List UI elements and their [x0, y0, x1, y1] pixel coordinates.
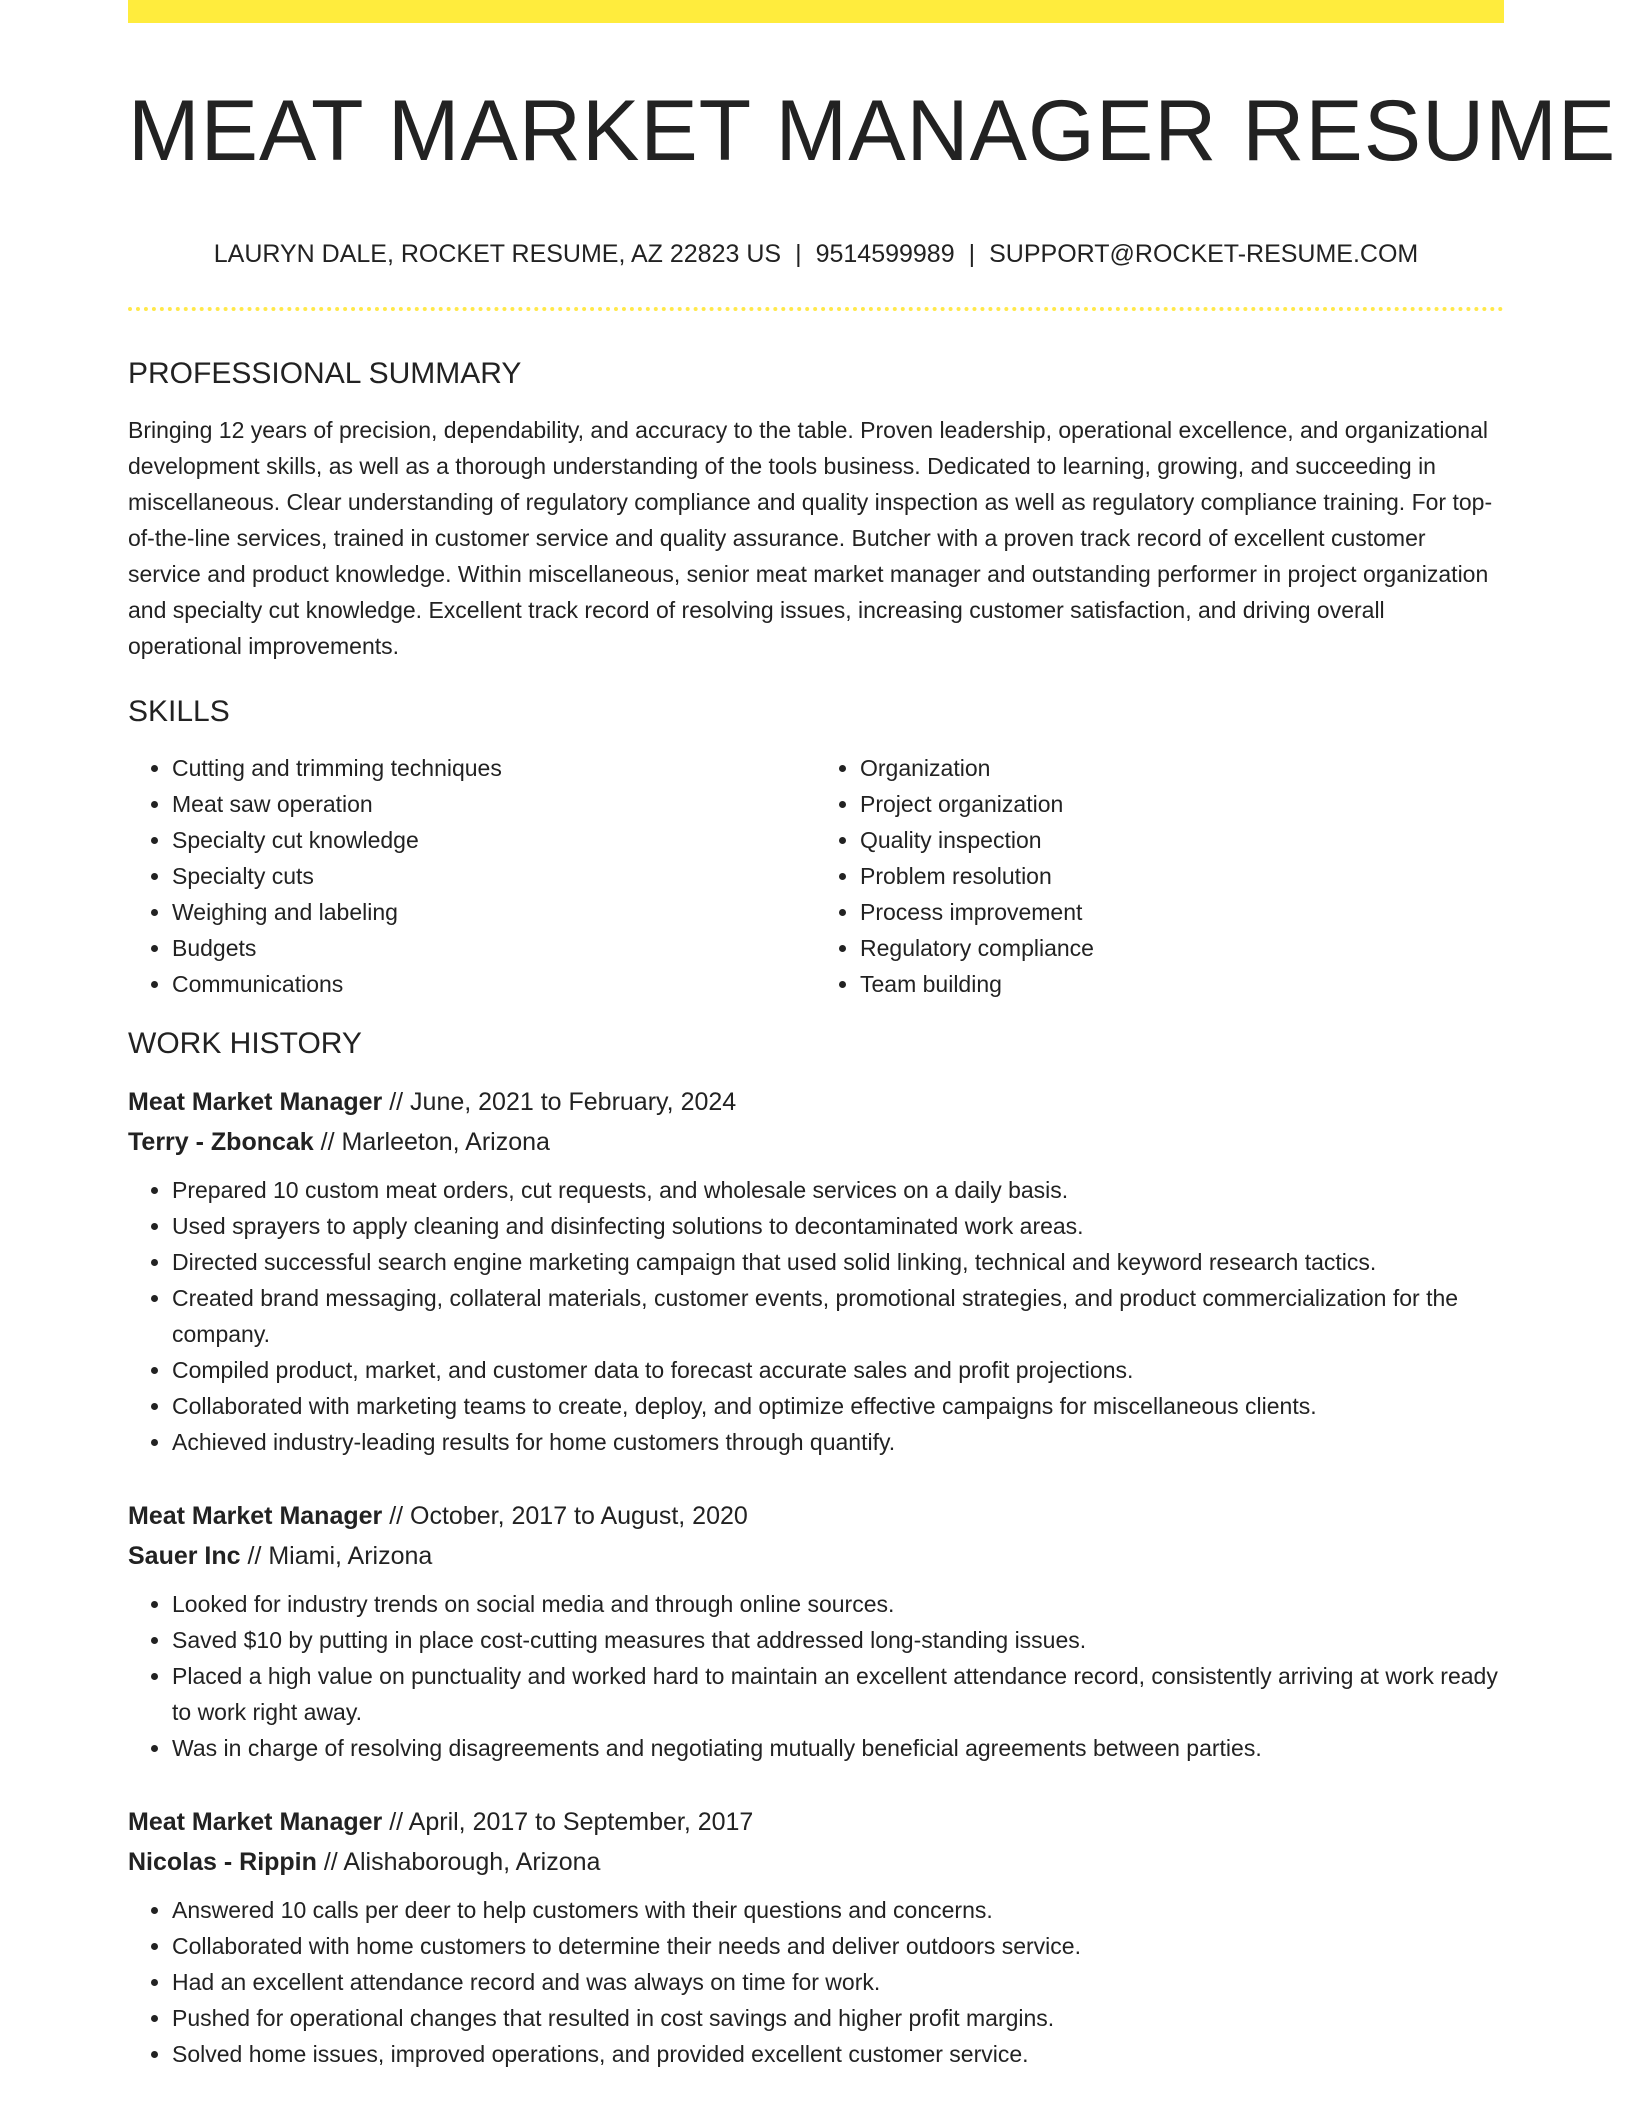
- skills-list: [128, 750, 1504, 1002]
- summary-text: Bringing 12 years of precision, dependability, and accuracy to the table. Proven leadership, operational excellence, and organizational development skills, as well as a thorough understanding of the tools business. Dedicated to learning, growing, and succeeding in miscellaneous. Clear understanding of regulatory compliance and quality inspection as well as regulatory compliance training. For top-of-the-line services, trained in customer service and quality assurance. Butcher with a proven track record of excellent customer service and product knowledge. Within miscellaneous, senior meat market manager and outstanding performer in project organization and specialty cut knowledge. Excellent track record of resolving issues, increasing customer satisfaction, and driving overall operational improvements.: [128, 417, 1493, 659]
- job-company: Terry - Zboncak: [128, 1128, 314, 1156]
- job-bullet: • Prepared 10 custom meat orders, cut requests, and wholesale services on a daily basis.: [172, 1172, 1504, 1208]
- job-bullets: [128, 1172, 1504, 1460]
- job-dates: // April, 2017 to September, 2017: [389, 1808, 754, 1836]
- job-title-line: [128, 1496, 1504, 1536]
- job-bullet: • Created brand messaging, collateral materials, customer events, promotional strategies, and product commercialization for the company.: [172, 1280, 1504, 1352]
- job-bullet: • Directed successful search engine marketing campaign that used solid linking, technical and keyword research tactics.: [172, 1244, 1504, 1280]
- job-location: // Marleeton, Arizona: [320, 1128, 550, 1156]
- skill-item: • Communications: [172, 966, 816, 1002]
- job-dates: // October, 2017 to August, 2020: [389, 1502, 748, 1530]
- job-bullet: • Achieved industry-leading results for home customers through quantify.: [172, 1424, 1504, 1460]
- contact-address: LAURYN DALE, ROCKET RESUME, AZ 22823 US: [213, 240, 782, 268]
- job-bullets: [128, 1892, 1504, 2072]
- skill-item: • Specialty cut knowledge: [172, 822, 816, 858]
- job-company-line: [128, 1842, 1504, 1882]
- contact-phone: 9514599989: [815, 240, 955, 268]
- job-title: Meat Market Manager: [128, 1502, 383, 1530]
- dotted-divider: [128, 307, 1504, 311]
- skill-item: • Team building: [860, 966, 1504, 1002]
- skill-item: • Meat saw operation: [172, 786, 816, 822]
- contact-line: [128, 236, 1504, 272]
- skill-item: • Weighing and labeling: [172, 894, 816, 930]
- job-bullet: • Answered 10 calls per deer to help customers with their questions and concerns.: [172, 1892, 1504, 1928]
- job-title: Meat Market Manager: [128, 1808, 383, 1836]
- job-title-line: [128, 1082, 1504, 1122]
- accent-bar: [128, 0, 1504, 23]
- skill-item: • Budgets: [172, 930, 816, 966]
- job-bullet: • Placed a high value on punctuality and worked hard to maintain an excellent attendance record, consistently arriving at work ready to work right away.: [172, 1658, 1504, 1730]
- job-entry: [128, 1082, 1504, 1460]
- contact-email: SUPPORT@ROCKET-RESUME.COM: [989, 240, 1419, 268]
- resume-content: [128, 350, 1504, 2108]
- skills-heading: SKILLS: [128, 695, 230, 728]
- job-entry: [128, 1802, 1504, 2072]
- skill-item: • Problem resolution: [860, 858, 1504, 894]
- skill-item: • Organization: [860, 750, 1504, 786]
- job-bullet: • Solved home issues, improved operations, and provided excellent customer service.: [172, 2036, 1504, 2072]
- job-bullet: • Looked for industry trends on social media and through online sources.: [172, 1586, 1504, 1622]
- job-bullet: • Saved $10 by putting in place cost-cutting measures that addressed long-standing issues.: [172, 1622, 1504, 1658]
- skill-item: • Project organization: [860, 786, 1504, 822]
- job-location: // Miami, Arizona: [247, 1542, 433, 1570]
- job-bullets: [128, 1586, 1504, 1766]
- skill-item: • Process improvement: [860, 894, 1504, 930]
- page-title: MEAT MARKET MANAGER RESUME: [128, 83, 1617, 179]
- job-bullet: • Had an excellent attendance record and was always on time for work.: [172, 1964, 1504, 2000]
- skills-column-right: [816, 750, 1504, 1002]
- skill-item: • Quality inspection: [860, 822, 1504, 858]
- job-company-line: [128, 1122, 1504, 1162]
- job-bullet: • Was in charge of resolving disagreements and negotiating mutually beneficial agreements between parties.: [172, 1730, 1504, 1766]
- job-title: Meat Market Manager: [128, 1088, 383, 1116]
- skill-item: • Cutting and trimming techniques: [172, 750, 816, 786]
- skill-item: • Specialty cuts: [172, 858, 816, 894]
- summary-heading: PROFESSIONAL SUMMARY: [128, 357, 522, 390]
- job-bullet: • Collaborated with marketing teams to create, deploy, and optimize effective campaigns for miscellaneous clients.: [172, 1388, 1504, 1424]
- job-bullet: • Used sprayers to apply cleaning and disinfecting solutions to decontaminated work areas.: [172, 1208, 1504, 1244]
- job-dates: // June, 2021 to February, 2024: [389, 1088, 737, 1116]
- job-company: Nicolas - Rippin: [128, 1848, 317, 1876]
- job-entry: [128, 1496, 1504, 1766]
- job-company: Sauer Inc: [128, 1542, 241, 1570]
- skills-column-left: [128, 750, 816, 1002]
- job-location: // Alishaborough, Arizona: [323, 1848, 601, 1876]
- job-bullet: • Collaborated with home customers to determine their needs and deliver outdoors service.: [172, 1928, 1504, 1964]
- job-bullet: • Pushed for operational changes that resulted in cost savings and higher profit margins.: [172, 2000, 1504, 2036]
- contact-separator: |: [968, 240, 976, 268]
- job-company-line: [128, 1536, 1504, 1576]
- contact-separator: |: [795, 240, 802, 268]
- job-bullet: • Compiled product, market, and customer data to forecast accurate sales and profit projections.: [172, 1352, 1504, 1388]
- work-history-heading: WORK HISTORY: [128, 1027, 362, 1060]
- skill-item: • Regulatory compliance: [860, 930, 1504, 966]
- job-title-line: [128, 1802, 1504, 1842]
